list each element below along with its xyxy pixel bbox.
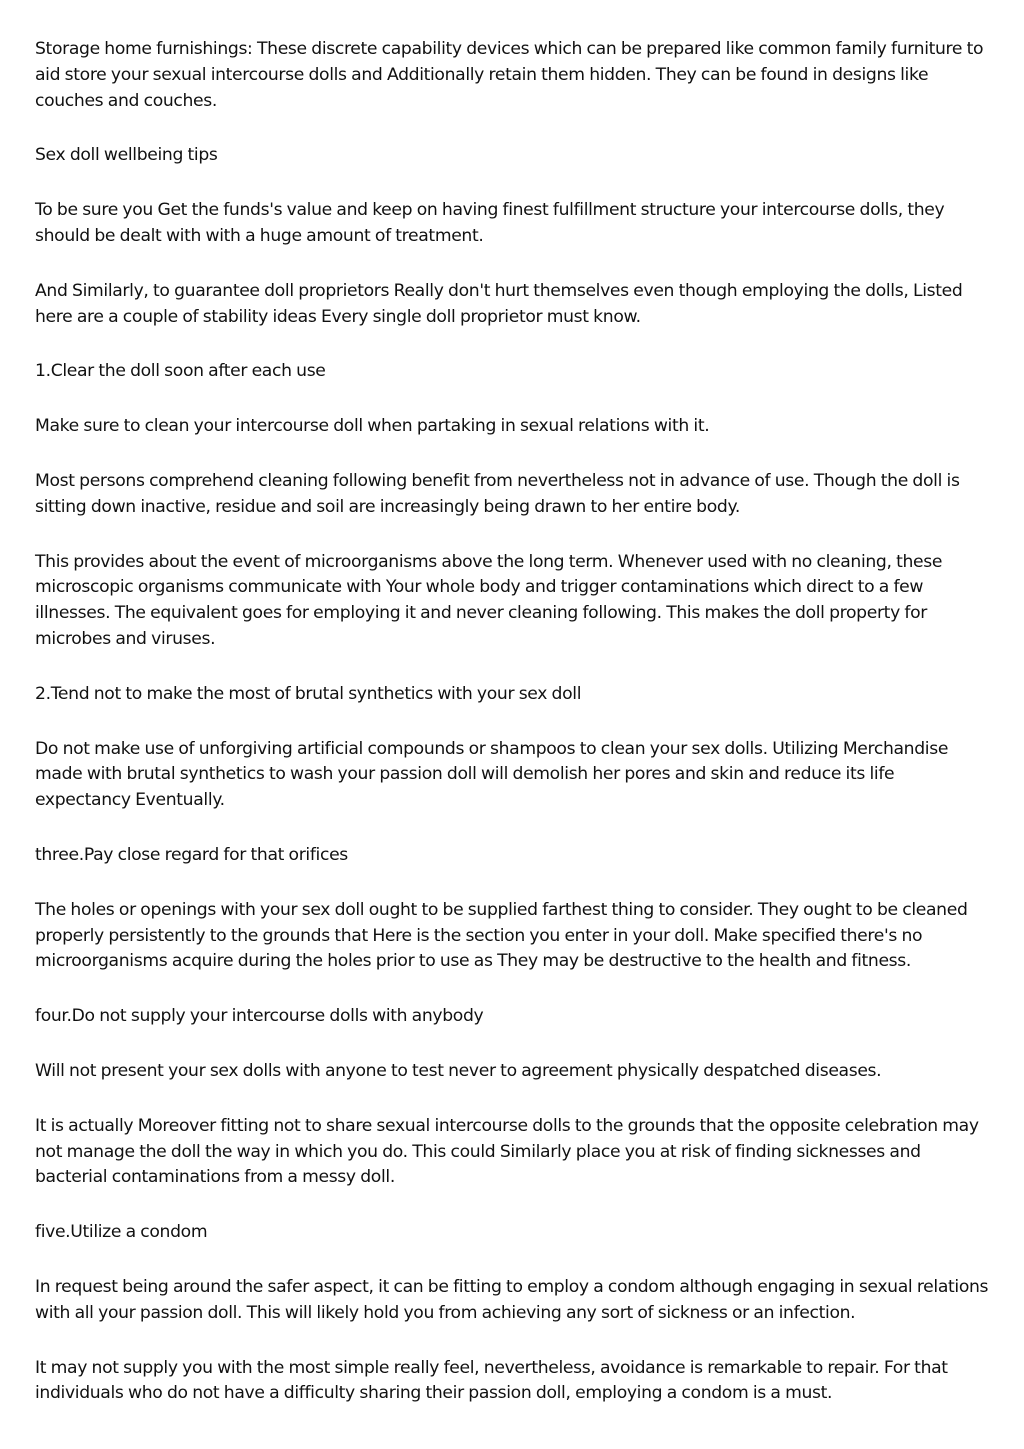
paragraph-stability-ideas: And Similarly, to guarantee doll proprietors Really don't hurt themselves even though employing the dolls, Listed here are a couple of stability ideas Every single doll proprietor must know. bbox=[35, 280, 963, 327]
paragraph-use-condom: In request being around the safer aspect, it can be fitting to employ a condom although engaging in sexual relations with all your passion doll. This will likely hold you from achieving any sort of sickness or an infection. bbox=[35, 1276, 989, 1323]
heading-tip-4: four.Do not supply your intercourse dolls with anybody bbox=[35, 1006, 484, 1027]
heading-tip-2: 2.Tend not to make the most of brutal synthetics with your sex doll bbox=[35, 683, 582, 704]
heading-tip-1: 1.Clear the doll soon after each use bbox=[35, 361, 326, 382]
heading-tip-5: five.Utilize a condom bbox=[35, 1222, 208, 1243]
paragraph-orifices: The holes or openings with your sex doll ought to be supplied farthest thing to consider. They ought to be cleaned properly persistently to the grounds that Here is the section you enter in your doll. Make specified there's no microorganisms acquire during the holes prior to use as They may be destructive to the health and fitness. bbox=[35, 899, 968, 972]
paragraph-sharing-risk: It is actually Moreover fitting not to share sexual intercourse dolls to the grounds that the opposite celebration may not manage the doll the way in which you do. This could Similarly place you at risk of finding sicknesses and bacterial contaminations from a messy doll. bbox=[35, 1115, 979, 1188]
paragraph-cleaning-before-use: Most persons comprehend cleaning following benefit from nevertheless not in advance of use. Though the doll is sitting down inactive, residue and soil are increasingly being drawn to her entire body. bbox=[35, 470, 960, 517]
paragraph-storage-furnishings: Storage home furnishings: These discrete capability devices which can be prepared like common family furniture to aid store your sexual intercourse dolls and Additionally retain them hidden. They can be found in designs like couches and couches. bbox=[35, 39, 984, 111]
paragraph-do-not-share: Will not present your sex dolls with anyone to test never to agreement physically despatched diseases. bbox=[35, 1060, 882, 1081]
document-body bbox=[35, 37, 990, 1436]
paragraph-avoidance: It may not supply you with the most simple really feel, nevertheless, avoidance is remarkable to repair. For that individuals who do not have a difficulty sharing their passion doll, employing a condom is a must. bbox=[35, 1357, 948, 1404]
paragraph-clean-after-use: Make sure to clean your intercourse doll when partaking in sexual relations with it. bbox=[35, 416, 710, 437]
heading-wellbeing-tips: Sex doll wellbeing tips bbox=[35, 145, 218, 166]
paragraph-value-treatment: To be sure you Get the funds's value and keep on having finest fulfillment structure your intercourse dolls, they should be dealt with with a huge amount of treatment. bbox=[35, 200, 945, 246]
paragraph-harsh-chemicals: Do not make use of unforgiving artificial compounds or shampoos to clean your sex dolls. Utilizing Merchandise made with brutal synthetics to wash your passion doll will demolish her pores and skin and reduce its life expectancy Eventually. bbox=[35, 738, 949, 811]
paragraph-microorganisms: This provides about the event of microorganisms above the long term. Whenever used with no cleaning, these microscopic organisms communicate with Your whole body and trigger contaminations which direct to a few illnesses. The equivalent goes for employing it and never cleaning following. This makes the doll property for microbes and viruses. bbox=[35, 551, 943, 649]
heading-tip-3: three.Pay close regard for that orifices bbox=[35, 844, 348, 865]
